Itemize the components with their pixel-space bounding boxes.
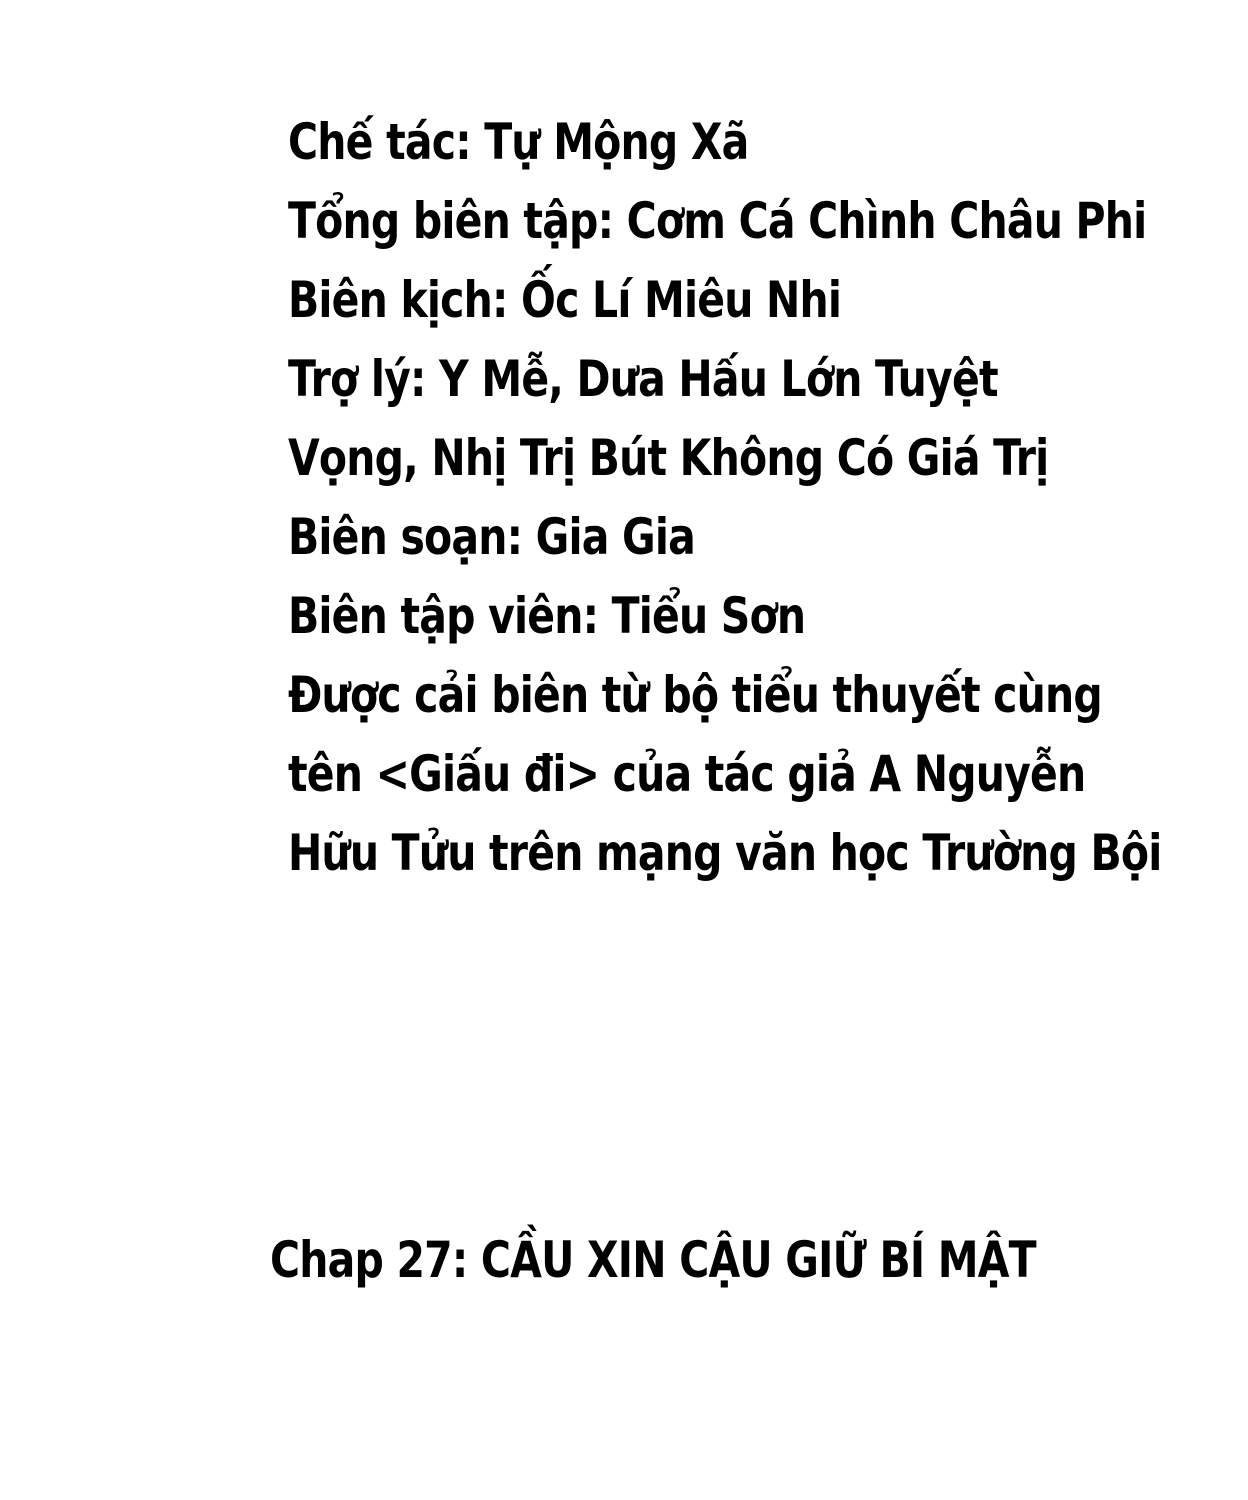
credit-line-adaptation-site: Hữu Tửu trên mạng văn học Trường Bội [288, 824, 1162, 882]
credit-line-compiler: Biên soạn: Gia Gia [288, 508, 695, 566]
credit-line-adaptation: Được cải biên từ bộ tiểu thuyết cùng [288, 666, 1102, 724]
credit-line-editor: Biên tập viên: Tiểu Sơn [288, 587, 806, 645]
credit-line-screenwriter: Biên kịch: Ốc Lí Miêu Nhi [288, 271, 842, 329]
credit-line-assistants: Trợ lý: Y Mễ, Dưa Hấu Lớn Tuyệt [288, 350, 998, 408]
credits-block [288, 103, 1188, 893]
chapter-title: Chap 27: CẦU XIN CẬU GIỮ BÍ MẬT [270, 1231, 1036, 1289]
credit-line-adaptation-source: tên <Giấu đi> của tác giả A Nguyễn [288, 745, 1086, 803]
credit-line-production: Chế tác: Tự Mộng Xã [288, 113, 749, 171]
credit-line-assistants-continued: Vọng, Nhị Trị Bút Không Có Giá Trị [288, 429, 1049, 487]
credit-line-chief-editor: Tổng biên tập: Cơm Cá Chình Châu Phi [288, 192, 1147, 250]
